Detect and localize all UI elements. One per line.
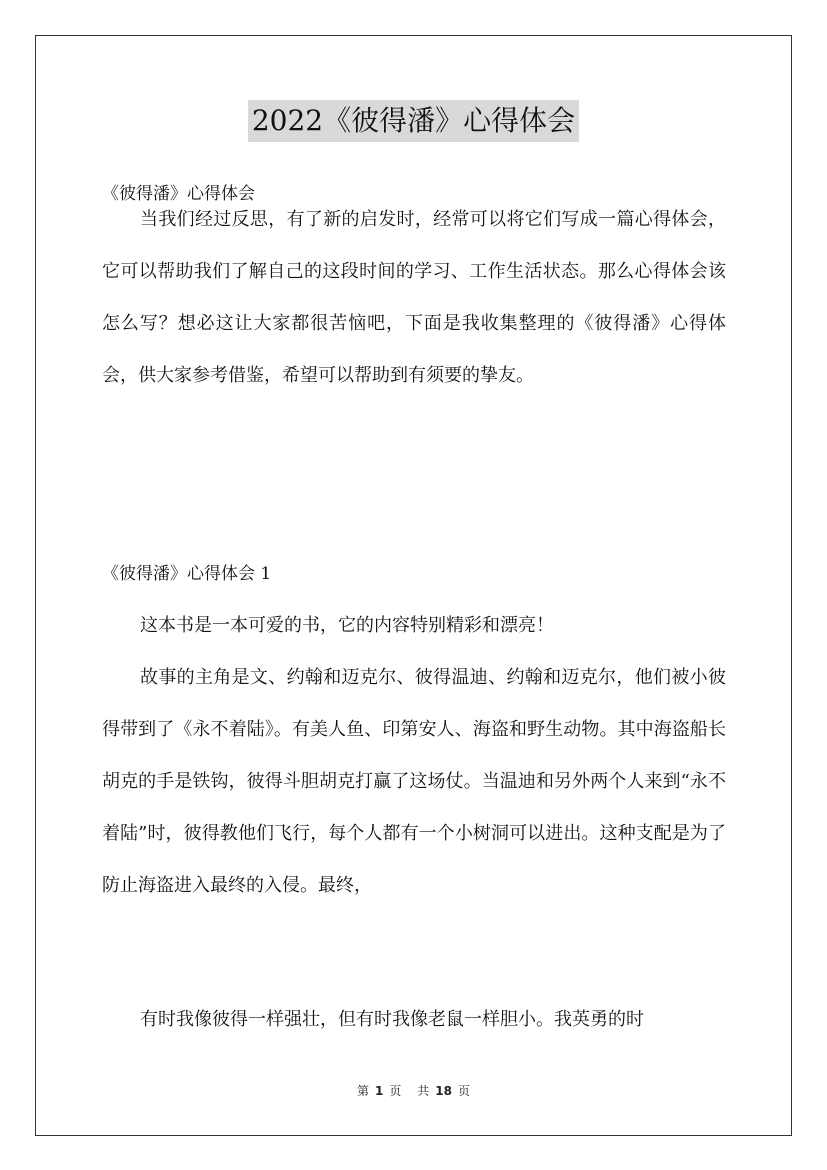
- footer-page-suffix: 页: [389, 1084, 402, 1098]
- title-container: [0, 100, 827, 142]
- body-paragraph-3: 有时我像彼得一样强壮，但有时我像老鼠一样胆小。我英勇的时: [140, 1009, 644, 1030]
- footer-page-prefix: 第: [357, 1084, 370, 1098]
- footer-total-pages: 18: [435, 1084, 452, 1098]
- footer-total-label: [414, 1084, 473, 1098]
- footer-total-prefix: 共: [417, 1084, 430, 1098]
- footer-page-number: 1: [375, 1084, 384, 1098]
- footer-page-label: [354, 1084, 404, 1098]
- intro-paragraph: 当我们经过反思，有了新的启发时，经常可以将它们写成一篇心得体会，它可以帮助我们了解自己的这段时间的学习、工作生活状态。那么心得体会该怎么写？想必这让大家都很苦恼吧，下面是我收集整理的《彼得潘》心得体会，供大家参考借鉴，希望可以帮助到有须要的挚友。: [102, 209, 726, 386]
- subheading: 《彼得潘》心得体会: [102, 184, 255, 204]
- footer-total-suffix: 页: [457, 1084, 470, 1098]
- body-paragraph-1: 这本书是一本可爱的书，它的内容特别精彩和漂亮！: [140, 615, 554, 636]
- body-paragraph-2: 故事的主角是文、约翰和迈克尔、彼得温迪、约翰和迈克尔，他们被小彼得带到了《永不着陆》。有美人鱼、印第安人、海盗和野生动物。其中海盗船长胡克的手是铁钩，彼得斗胆胡克打赢了这场仗。当温迪和另外两个人来到“永不着陆”时，彼得教他们飞行，每个人都有一个小树洞可以进出。这种支配是为了防止海盗进入最终的入侵。最终，: [102, 667, 726, 896]
- section-heading-1: 《彼得潘》心得体会 1: [102, 564, 272, 584]
- page-footer: [0, 1082, 827, 1099]
- document-title: 2022《彼得潘》心得体会: [248, 100, 579, 142]
